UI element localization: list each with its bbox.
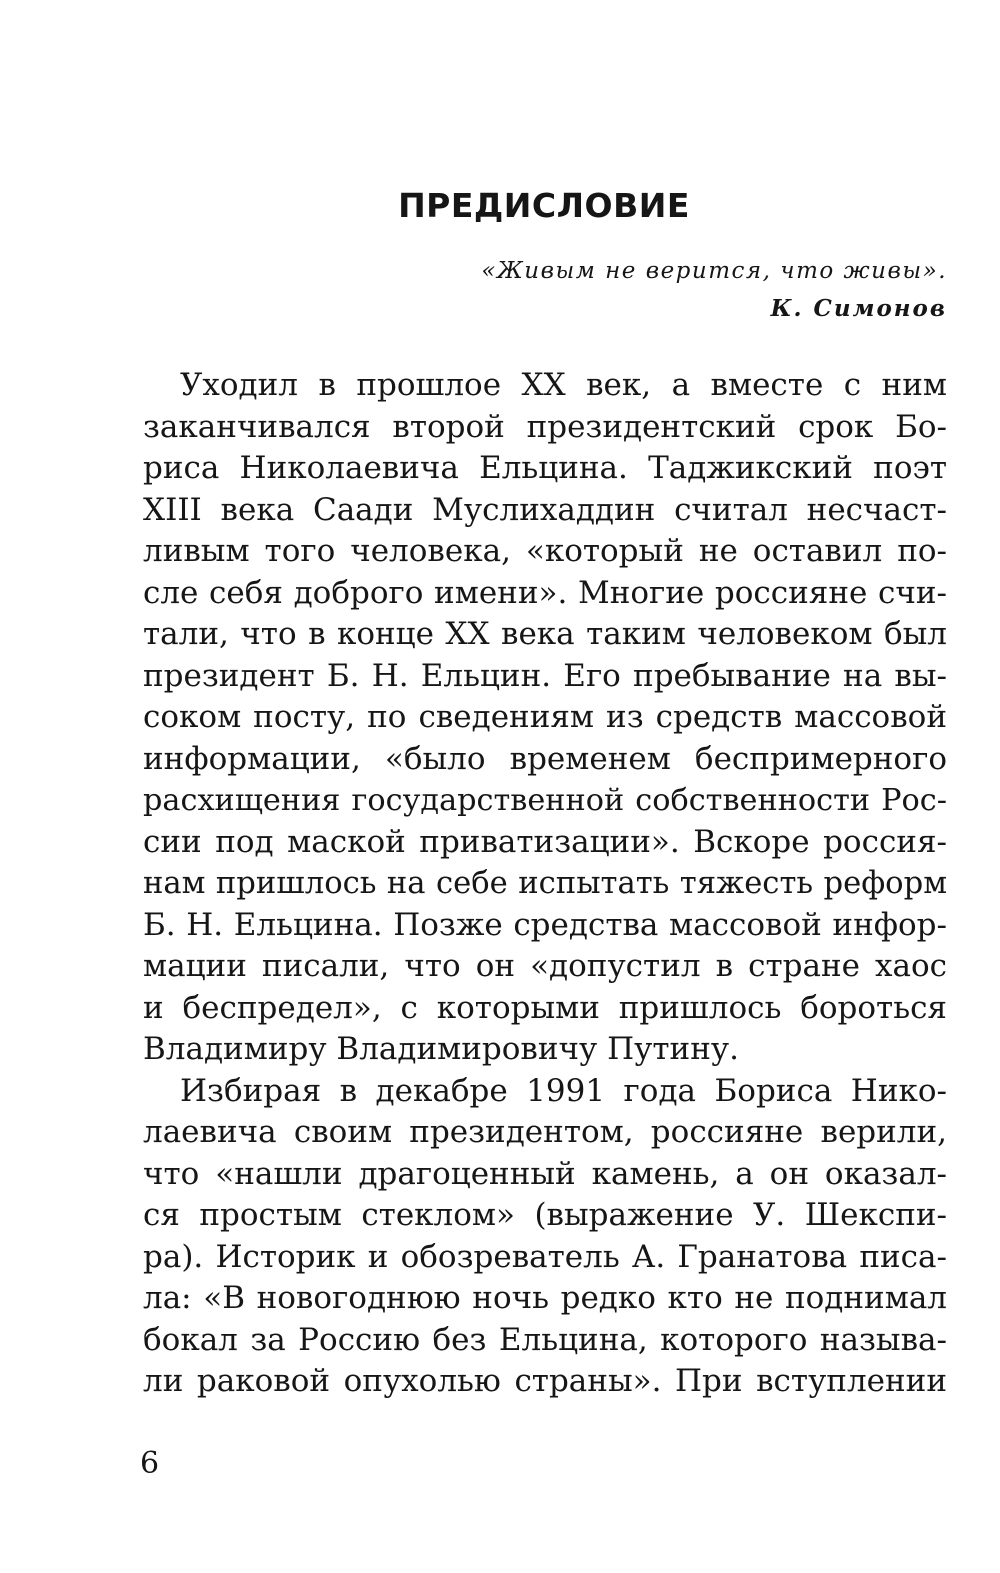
chapter-heading: ПРЕДИСЛОВИЕ: [398, 186, 690, 225]
text-line: сле себя доброго имени». Многие россияне счи-: [143, 574, 947, 611]
epigraph-author: К. Симонов: [770, 295, 947, 322]
text-line: соком посту, по сведениям из средств массовой: [143, 699, 947, 735]
text-line: Уходил в прошлое XX век, а вместе с ним: [180, 367, 947, 403]
text-line: нам пришлось на себе испытать тяжесть реформ: [143, 866, 947, 901]
epigraph: [481, 252, 947, 328]
text-line: тали, что в конце XX века таким человеком был: [143, 616, 947, 652]
text-line: что «нашли драгоценный камень, а он оказал-: [143, 1155, 947, 1192]
text-line: и беспредел», с которыми пришлось бороться: [143, 989, 947, 1026]
epigraph-quote: «Живым не верится, что живы».: [481, 258, 947, 284]
text-line: Избирая в декабре 1991 года Бориса Нико-: [180, 1072, 947, 1109]
text-line: расхищения государственной собственности Рос-: [143, 783, 947, 818]
text-line: Владимиру Владимировичу Путину.: [143, 1031, 739, 1067]
text-line: мации писали, что он «допустил в стране хаос: [143, 948, 947, 984]
text-line: лаевича своим президентом, россияне верили,: [143, 1114, 947, 1150]
text-line: XIII века Саади Муслихаддин считал несчаст-: [143, 491, 947, 528]
text-line: бокал за Россию без Ельцина, которого называ-: [143, 1321, 947, 1358]
body-text: [143, 365, 947, 1403]
text-line: ливым того человека, «который не оставил по-: [143, 533, 947, 569]
text-line: информации, «было временем беспримерного: [143, 740, 947, 777]
page-number: 6: [140, 1446, 160, 1481]
text-line: президент Б. Н. Ельцин. Его пребывание на вы-: [143, 657, 947, 694]
text-line: сии под маской приватизации». Вскоре россия-: [143, 823, 947, 860]
text-line: Б. Н. Ельцина. Позже средства массовой инфор-: [143, 906, 947, 943]
text-line: ли раковой опухолью страны». При вступлении: [143, 1363, 947, 1399]
text-line: ла: «В новогоднюю ночь редко кто не поднимал: [143, 1280, 947, 1316]
text-line: ся простым стеклом» (выражение У. Шекспи-: [143, 1197, 947, 1233]
text-line: риса Николаевича Ельцина. Таджикский поэт: [143, 450, 947, 486]
text-line: заканчивался второй президентский срок Бо-: [143, 408, 947, 445]
text-line: ра). Историк и обозреватель А. Гранатова писа-: [143, 1238, 947, 1275]
